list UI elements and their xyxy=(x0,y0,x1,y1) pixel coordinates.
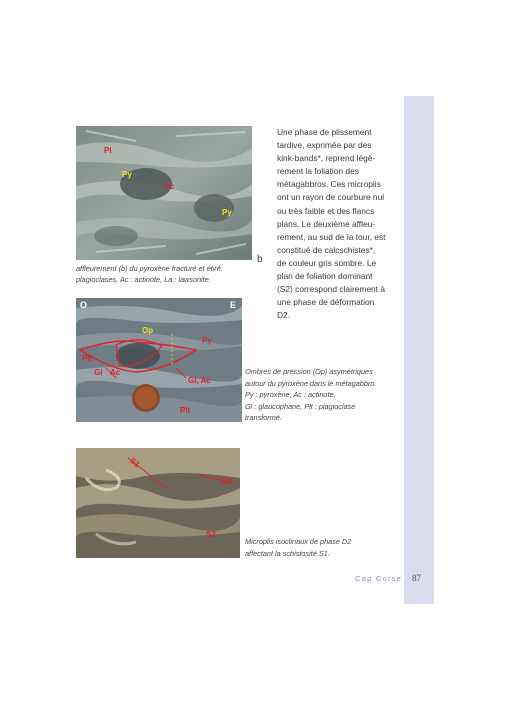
text-line: Une phase de plissement xyxy=(277,127,372,137)
caption-bottom xyxy=(245,536,395,560)
caption-line: affectant la schistosité S1. xyxy=(245,549,330,558)
photo-pyroxene-outcrop xyxy=(76,126,252,260)
caption-middle xyxy=(245,366,395,424)
text-line: ont un rayon de courbure nul xyxy=(277,192,385,203)
label-s2: S2 xyxy=(206,530,216,539)
page-margin-band xyxy=(404,96,434,604)
label-py: Py xyxy=(222,208,232,217)
text-line: ou très faible et des flancs xyxy=(277,205,375,216)
caption-line: Ombres de pression (Op) asymétriques xyxy=(245,367,373,376)
caption-line: Microplis isoclinaux de phase D2 xyxy=(245,537,352,546)
photo-pressure-shadows xyxy=(76,298,242,422)
label-s1: S1 xyxy=(128,455,142,470)
label-s2: S2 xyxy=(222,476,232,485)
figure-letter: b xyxy=(257,254,263,265)
label-py: Py xyxy=(202,336,212,345)
body-paragraph xyxy=(277,126,387,322)
corner-label-west: O xyxy=(80,300,88,310)
label-py: Py xyxy=(122,170,132,179)
caption-line: affleurement (b) du pyroxène fracturé et étiré. xyxy=(76,264,223,273)
caption-line: autour du pyroxène dans le métagabbro. xyxy=(245,378,377,388)
caption-line: Gl : glaucophane, Plt : plagioclase xyxy=(245,401,356,411)
label-ac: Ac xyxy=(110,368,121,377)
label-gl: Gl xyxy=(94,368,103,377)
text-line: D2. xyxy=(277,310,291,321)
caption-line: transformé. xyxy=(245,413,282,422)
caption-line: Py : pyroxène, Ac : actinote, xyxy=(245,390,336,399)
label-pl: Pl xyxy=(104,146,112,155)
label-ac: Ac xyxy=(164,182,175,191)
caption-line: plagioclases, Ac : actinote, La : lawsonite. xyxy=(76,274,211,284)
label-plt: Plt xyxy=(180,406,191,415)
text-line: métagabbros. Ces microplis xyxy=(277,179,381,190)
caption-top xyxy=(76,264,256,285)
text-line: de couleur gris sombre. Le xyxy=(277,257,377,268)
running-footer-title: Cap Corse xyxy=(355,574,403,583)
text-line: une phase de déformation xyxy=(277,297,375,308)
text-line: rement, au sud de la tour, est xyxy=(277,231,386,242)
page-number: 87 xyxy=(412,573,421,583)
label-op: Op xyxy=(142,326,154,335)
label-plt: Plt xyxy=(82,354,93,363)
text-line: tardive, exprimée par des xyxy=(277,140,372,151)
text-line: plan de foliation dominant xyxy=(277,271,373,282)
text-line: (S2) correspond clairement à xyxy=(277,284,385,295)
text-line: plans. Le deuxième affleu- xyxy=(277,218,376,229)
label-gl-ac: Gl, Ac xyxy=(188,376,211,385)
text-line: kink-bands*, reprend légè- xyxy=(277,153,376,164)
text-line: constitué de calcschistes*, xyxy=(277,244,376,255)
text-line: rement la foliation des xyxy=(277,166,359,177)
corner-label-east: E xyxy=(230,300,237,310)
photo-isoclinal-microfolds xyxy=(76,448,240,558)
